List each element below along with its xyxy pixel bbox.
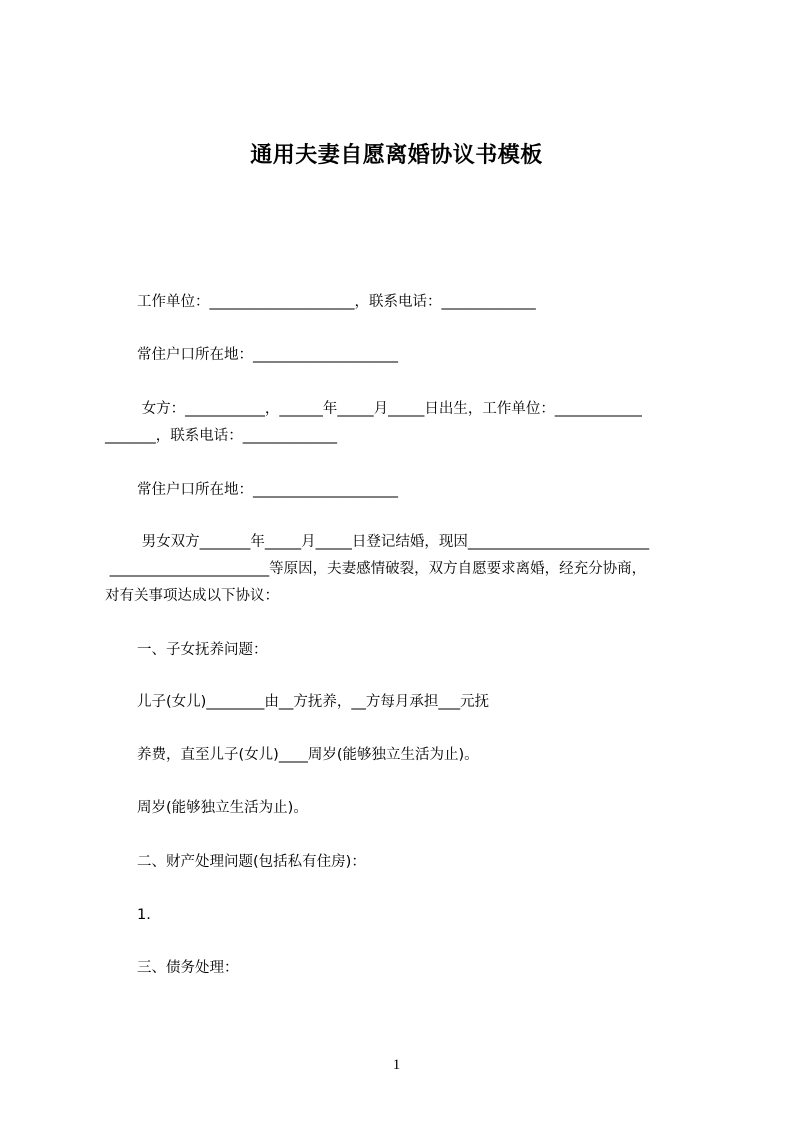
- page-number: 1: [392, 1057, 401, 1073]
- line-child-support: 养费，直至儿子(女儿)____周岁(能够独立生活为止)。: [137, 747, 479, 763]
- line-agreement-intro: 对有关事项达成以下协议：: [105, 588, 279, 604]
- line-age-note: 周岁(能够独立生活为止)。: [137, 800, 308, 816]
- list-item-number: 1.: [137, 907, 151, 923]
- line-wife-info-cont: _______，联系电话：_____________: [105, 428, 337, 444]
- line-wife-info: 女方：___________，______年_____月_____日出生，工作单位：____________: [137, 401, 642, 417]
- line-employer-phone: 工作单位：____________________，联系电话：_____________: [137, 294, 536, 310]
- line-marriage-info: 男女双方_______年_____月_____日登记结婚，现因_________________________: [137, 534, 650, 550]
- line-marriage-reason: ______________________等原因，夫妻感情破裂，双方自愿要求离婚，经充分协商，: [105, 561, 647, 577]
- section-heading-property: 二、财产处理问题(包括私有住房)：: [137, 854, 366, 870]
- line-residence-2: 常住户口所在地：____________________: [137, 482, 398, 498]
- document-title: 通用夫妻自愿离婚协议书模板: [250, 143, 543, 168]
- section-heading-debt: 三、债务处理：: [137, 960, 239, 976]
- line-child-custody: 儿子(女儿)________由__方抚养，__方每月承担___元抚: [137, 694, 490, 710]
- line-residence-1: 常住户口所在地：____________________: [137, 347, 398, 363]
- section-heading-child-custody: 一、子女抚养问题：: [137, 642, 268, 658]
